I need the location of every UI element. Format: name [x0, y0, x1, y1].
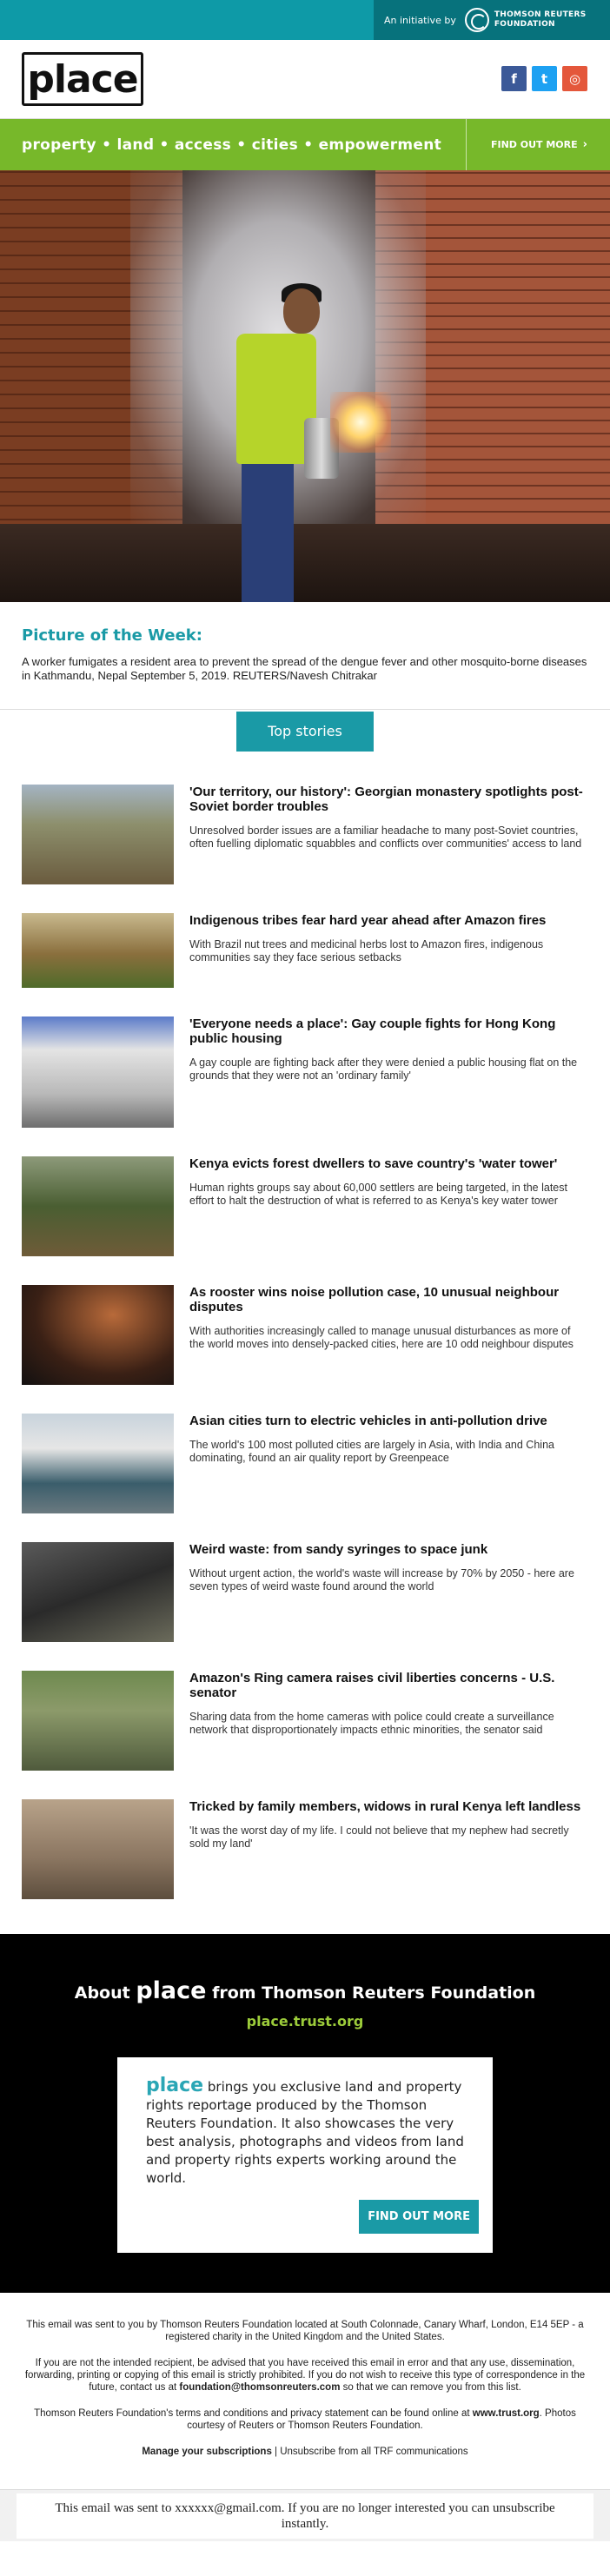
about-word: About	[74, 1983, 130, 2003]
worker-legs	[242, 457, 294, 602]
story-thumbnail[interactable]	[22, 1542, 174, 1642]
footer-disclaimer-end: so that we can remove you from this list.	[342, 2382, 521, 2393]
instagram-icon[interactable]: ◎	[562, 66, 587, 91]
footer-terms-text: Thomson Reuters Foundation's terms and conditions and privacy statement can be found online at	[34, 2408, 470, 2419]
story-title[interactable]: As rooster wins noise pollution case, 10 unusual neighbour disputes	[189, 1285, 560, 1314]
unsubscribe-all-link[interactable]: | Unsubscribe from all TRF communications	[275, 2447, 468, 2457]
footer-contact-email[interactable]: foundation@thomsonreuters.com	[179, 2382, 341, 2393]
trf-name-line2: FOUNDATION	[494, 20, 555, 29]
topic-list: property • land • access • cities • empowerment	[22, 136, 442, 154]
about-section	[0, 1934, 610, 2293]
story-item[interactable]	[22, 1285, 588, 1385]
picture-of-week-image[interactable]	[0, 170, 610, 602]
story-title[interactable]: Tricked by family members, widows in rural Kenya left landless	[189, 1799, 581, 1814]
trf-initiative-block[interactable]	[374, 0, 610, 40]
top-stories-label: Top stories	[236, 712, 374, 752]
top-stories-header	[0, 710, 610, 752]
footer-terms	[19, 2407, 591, 2432]
story-summary: A gay couple are fighting back after they were denied a public housing flat on the grounds that they were not an 'ordinary family'	[189, 1056, 578, 1082]
unsubscribe-notice-text[interactable]: This email was sent to xxxxxx@gmail.com. If you are no longer interested you can unsubscribe instantly.	[17, 2493, 593, 2539]
trf-name	[494, 10, 587, 30]
footer	[0, 2293, 610, 2489]
story-item[interactable]	[22, 1542, 588, 1642]
story-thumbnail[interactable]	[22, 913, 174, 988]
place-logo[interactable]: place	[22, 52, 143, 106]
twitter-icon[interactable]: t	[532, 66, 557, 91]
about-box-text	[146, 2076, 479, 2188]
story-thumbnail[interactable]	[22, 1156, 174, 1256]
story-title[interactable]: 'Everyone needs a place': Gay couple fights for Hong Kong public housing	[189, 1016, 556, 1046]
story-title[interactable]: Asian cities turn to electric vehicles in anti-pollution drive	[189, 1414, 547, 1428]
story-text	[189, 913, 588, 988]
story-text	[189, 1156, 588, 1256]
header	[0, 40, 610, 119]
footer-disclaimer-text: If you are not the intended recipient, be advised that you have received this email in error and that any use, dissemination, forwarding, printing or copying of this email is strictly prohibited. If you do not wish to receive this type of correspondence in the future, contact us at	[24, 2358, 586, 2393]
story-thumbnail[interactable]	[22, 1016, 174, 1128]
about-from: from Thomson Reuters Foundation	[212, 1983, 536, 2003]
story-item[interactable]	[22, 1156, 588, 1256]
about-box	[117, 2057, 493, 2253]
ground	[0, 524, 610, 602]
story-item[interactable]	[22, 1671, 588, 1771]
about-place-word: place	[136, 1977, 207, 2004]
story-item[interactable]	[22, 1016, 588, 1128]
story-text	[189, 1016, 588, 1128]
story-thumbnail[interactable]	[22, 1799, 174, 1899]
story-summary: With authorities increasingly called to manage unusual disturbances as more of the world moves into densely-packed cities, here are 10 odd neighbour disputes	[189, 1325, 574, 1350]
story-summary: 'It was the worst day of my life. I could not believe that my nephew had secretly sold my land'	[189, 1824, 569, 1850]
story-text	[189, 1671, 588, 1771]
chevron-right-icon: ›	[582, 138, 587, 151]
about-button-row	[146, 2200, 479, 2234]
about-url-link[interactable]: place.trust.org	[246, 2013, 364, 2030]
story-text	[189, 785, 588, 884]
story-text	[189, 1285, 588, 1385]
story-text	[189, 1542, 588, 1642]
fog-flame	[330, 392, 391, 453]
story-title[interactable]: Indigenous tribes fear hard year ahead after Amazon fires	[189, 913, 547, 928]
story-title[interactable]: Kenya evicts forest dwellers to save country's 'water tower'	[189, 1156, 558, 1171]
story-summary: Human rights groups say about 60,000 settlers are being targeted, in the latest effort to halt the destruction of what is referred to as Kenya's key water tower	[189, 1182, 567, 1207]
trf-name-line1: THOMSON REUTERS	[494, 10, 587, 19]
story-thumbnail[interactable]	[22, 1285, 174, 1385]
about-box-brand: place	[146, 2075, 204, 2096]
story-list	[0, 752, 610, 1899]
worker-head	[283, 288, 320, 334]
about-find-out-more-button[interactable]: FIND OUT MORE	[359, 2200, 479, 2234]
story-summary: Without urgent action, the world's waste will increase by 70% by 2050 - here are seven types of weird waste found around the world	[189, 1567, 574, 1593]
story-thumbnail[interactable]	[22, 1414, 174, 1513]
footer-disclaimer	[19, 2357, 591, 2394]
find-out-more-link[interactable]	[466, 119, 587, 170]
about-box-body: brings you exclusive land and property rights reportage produced by the Thomson Reuters Foundation. It also showcases the very best analysis, photographs and videos from land and property rights experts working around the world.	[146, 2079, 464, 2186]
story-summary: Sharing data from the home cameras with police could create a surveillance network that disproportionately impacts ethnic minorities, the senator said	[189, 1711, 554, 1736]
story-title[interactable]: Amazon's Ring camera raises civil liberties concerns - U.S. senator	[189, 1671, 555, 1700]
picture-of-week-caption: A worker fumigates a resident area to prevent the spread of the dengue fever and other mosquito-borne diseases in Kathmandu, Nepal September 5, 2019. REUTERS/Navesh Chitrakar	[22, 655, 587, 682]
trf-logo-icon	[465, 8, 489, 32]
top-banner	[0, 0, 610, 40]
picture-of-week-section	[0, 602, 610, 710]
find-out-more-label: FIND OUT MORE	[490, 139, 578, 150]
footer-terms-end: . Photos courtesy of Reuters or Thomson Reuters Foundation.	[187, 2408, 576, 2431]
story-thumbnail[interactable]	[22, 785, 174, 884]
footer-address: This email was sent to you by Thomson Reuters Foundation located at South Colonnade, Canary Wharf, London, E14 5EP - a registered charity in the United Kingdom and the United States.	[26, 2320, 584, 2342]
initiative-label: An initiative by	[384, 14, 456, 26]
story-item[interactable]	[22, 785, 588, 884]
about-heading	[0, 1977, 610, 2004]
social-links	[501, 66, 587, 91]
manage-subscriptions-link[interactable]: Manage your subscriptions	[142, 2447, 272, 2457]
story-title[interactable]: 'Our territory, our history': Georgian monastery spotlights post-Soviet border troubles	[189, 785, 583, 814]
story-text	[189, 1799, 588, 1899]
story-item[interactable]	[22, 1414, 588, 1513]
story-item[interactable]	[22, 1799, 588, 1899]
story-thumbnail[interactable]	[22, 1671, 174, 1771]
story-summary: Unresolved border issues are a familiar headache to many post-Soviet countries, often fuelling diplomatic squabbles and conflicts over communities' access to land	[189, 824, 582, 850]
story-summary: With Brazil nut trees and medicinal herbs lost to Amazon fires, indigenous communities say they face serious setbacks	[189, 938, 544, 964]
footer-subscription-links	[19, 2446, 591, 2458]
story-text	[189, 1414, 588, 1513]
footer-trust-link[interactable]: www.trust.org	[472, 2408, 540, 2419]
topic-nav-bar	[0, 119, 610, 170]
story-summary: The world's 100 most polluted cities are largely in Asia, with India and China dominating, found an air quality report by Greenpeace	[189, 1439, 554, 1464]
story-title[interactable]: Weird waste: from sandy syringes to space junk	[189, 1542, 488, 1557]
picture-of-week-title: Picture of the Week:	[22, 626, 202, 645]
facebook-icon[interactable]: f	[501, 66, 527, 91]
story-item[interactable]	[22, 913, 588, 988]
unsubscribe-notice	[0, 2489, 610, 2541]
